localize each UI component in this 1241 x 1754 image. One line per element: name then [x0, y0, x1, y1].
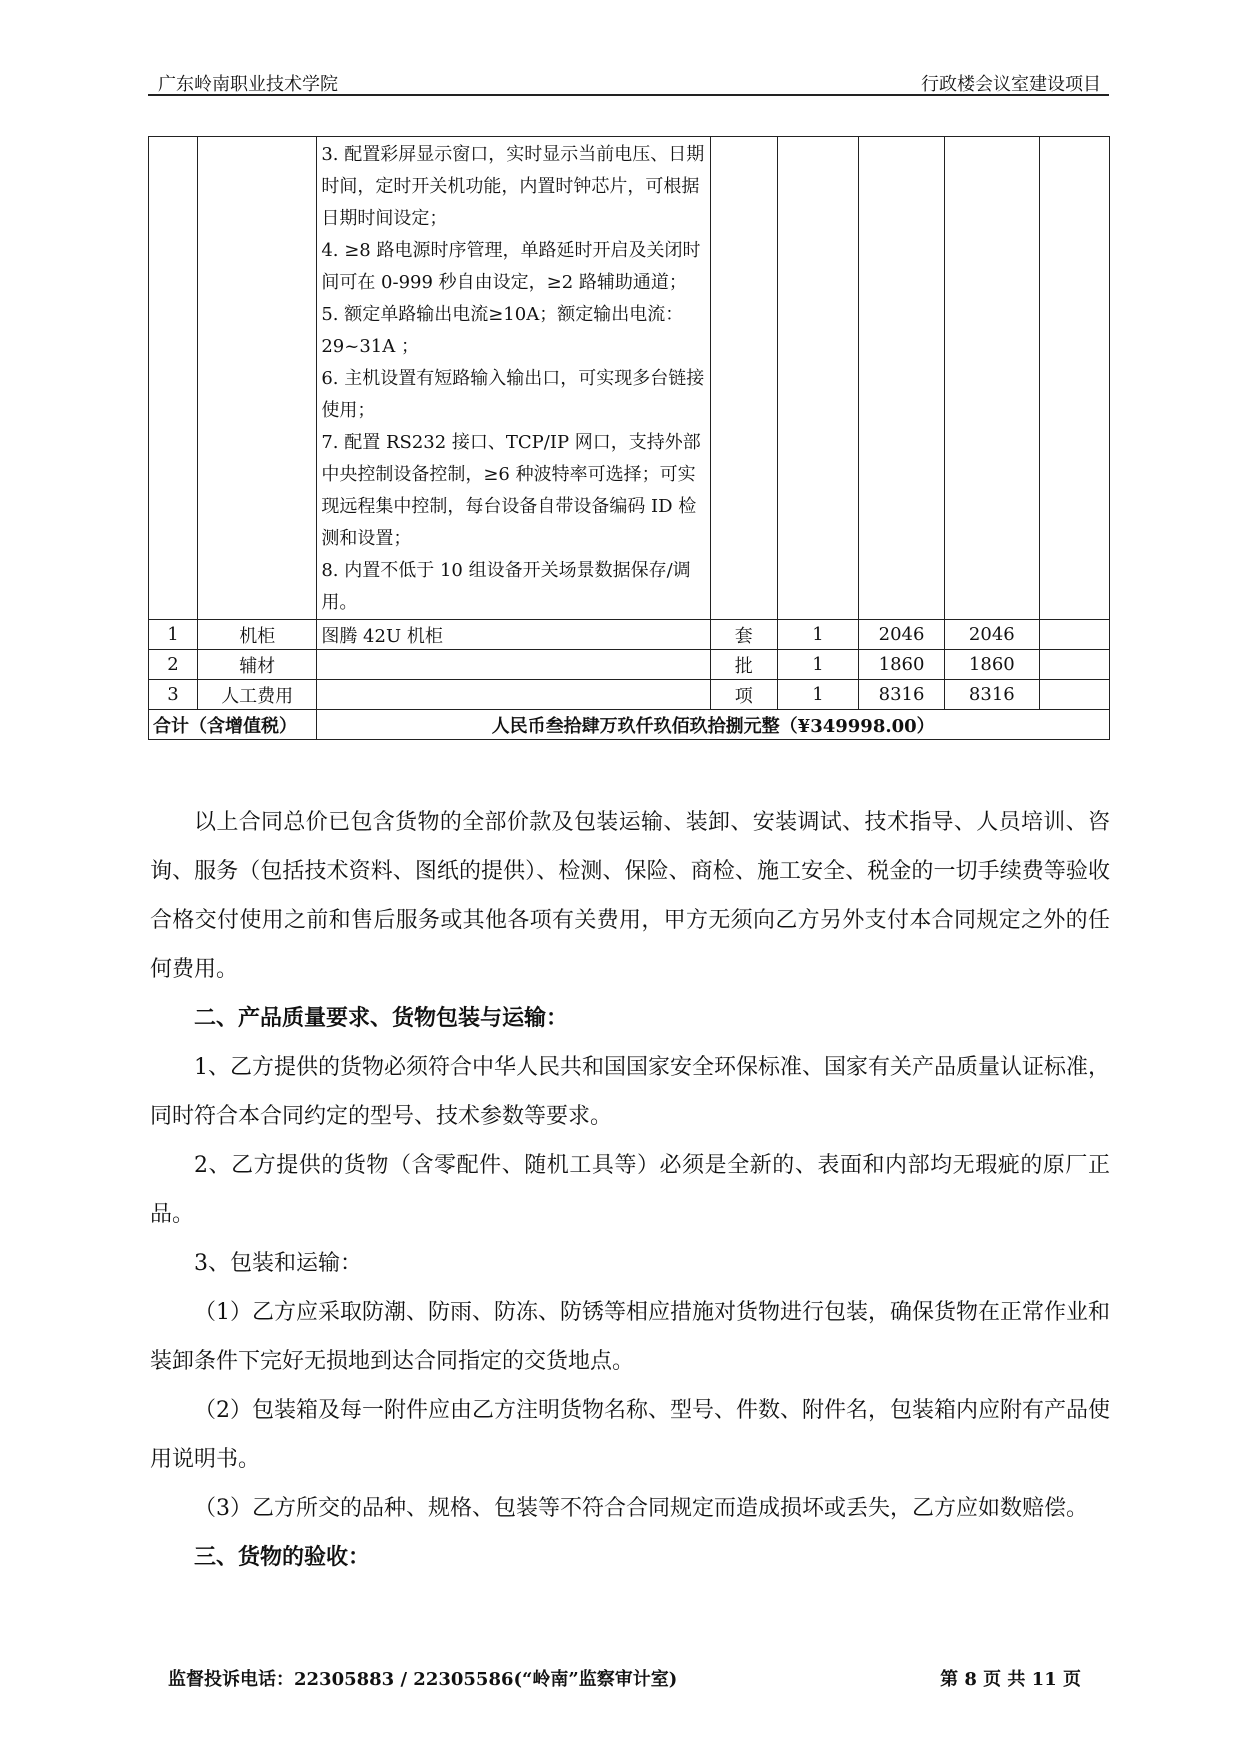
cell-spec [317, 680, 711, 710]
paragraph: （2）包装箱及每一附件应由乙方注明货物名称、型号、件数、附件名，包装箱内应附有产品使用说明书。 [150, 1398, 1111, 1472]
cell-note [1039, 620, 1109, 650]
table-row [149, 680, 1110, 710]
paragraph: 3、包装和运输： [194, 1251, 362, 1276]
cell-name: 机柜 [198, 620, 317, 650]
cell-qty: 1 [777, 650, 858, 680]
cell-note [1039, 680, 1109, 710]
cell-note [1039, 137, 1109, 620]
page-number: 第 8 页 共 11 页 [940, 1669, 1081, 1690]
cell-unit: 批 [710, 650, 777, 680]
cell-no: 3 [149, 680, 198, 710]
spec-line: 7. 配置 RS232 接口、TCP/IP 网口，支持外部中央控制设备控制，≥6 种波特率可选择；可实现远程集中控制，每台设备自带设备编码 ID 检测和设置； [321, 432, 701, 549]
cell-name: 辅材 [198, 650, 317, 680]
page-footer [168, 1665, 1081, 1691]
cell-total: 2046 [944, 620, 1039, 650]
cell-qty: 1 [777, 680, 858, 710]
page-header [148, 64, 1109, 94]
school-name: 广东岭南职业技术学院 [158, 74, 338, 95]
cell-unit: 项 [710, 680, 777, 710]
cell-qty [777, 137, 858, 620]
cell-unit [710, 137, 777, 620]
project-name: 行政楼会议室建设项目 [921, 74, 1101, 95]
cell-price: 1860 [859, 650, 945, 680]
cell-name [198, 137, 317, 620]
cell-note [1039, 650, 1109, 680]
table-row-total [149, 710, 1110, 740]
paragraph: 1、乙方提供的货物必须符合中华人民共和国国家安全环保标准、国家有关产品质量认证标准，同时符合本合同约定的型号、技术参数等要求。 [150, 1055, 1111, 1129]
cell-spec: 图腾 42U 机柜 [317, 620, 711, 650]
cell-total: 1860 [944, 650, 1039, 680]
spec-line: 5. 额定单路输出电流≥10A；额定输出电流：29~31A ； [321, 304, 684, 357]
cell-unit: 套 [710, 620, 777, 650]
price-table [148, 136, 1110, 740]
paragraph: （3）乙方所交的品种、规格、包装等不符合合同规定而造成损坏或丢失，乙方应如数赔偿。 [194, 1496, 1089, 1521]
total-label: 合计（含增值税） [149, 710, 317, 740]
paragraph: （1）乙方应采取防潮、防雨、防冻、防锈等相应措施对货物进行包装，确保货物在正常作业和装卸条件下完好无损地到达合同指定的交货地点。 [150, 1300, 1111, 1374]
spec-line: 4. ≥8 路电源时序管理，单路延时开启及关闭时间可在 0-999 秒自由设定，≥2 路辅助通道； [321, 240, 701, 293]
cell-price: 2046 [859, 620, 945, 650]
cell-spec [317, 650, 711, 680]
cell-qty: 1 [777, 620, 858, 650]
table-row [149, 620, 1110, 650]
table-row-spec [149, 137, 1110, 620]
cell-price [859, 137, 945, 620]
cell-price: 8316 [859, 680, 945, 710]
cell-total [944, 137, 1039, 620]
section-heading: 三、货物的验收： [194, 1544, 371, 1570]
contract-body [150, 798, 1110, 1582]
section-heading: 二、产品质量要求、货物包装与运输： [194, 1005, 569, 1031]
header-rule [148, 94, 1109, 96]
complaint-phone: 监督投诉电话：22305883 / 22305586(“岭南”监察审计室) [168, 1669, 678, 1690]
spec-line: 6. 主机设置有短路输入输出口，可实现多台链接使用； [321, 368, 705, 421]
cell-no [149, 137, 198, 620]
cell-no: 2 [149, 650, 198, 680]
cell-no: 1 [149, 620, 198, 650]
cell-name: 人工费用 [198, 680, 317, 710]
cell-spec [317, 137, 711, 620]
total-value: 人民币叁拾肆万玖仟玖佰玖拾捌元整（¥349998.00） [317, 710, 1110, 740]
spec-line: 8. 内置不低于 10 组设备开关场景数据保存/调用。 [321, 560, 691, 613]
spec-line: 3. 配置彩屏显示窗口，实时显示当前电压、日期时间，定时开关机功能，内置时钟芯片，可根据日期时间设定； [321, 144, 705, 229]
paragraph: 2、乙方提供的货物（含零配件、随机工具等）必须是全新的、表面和内部均无瑕疵的原厂正品。 [150, 1153, 1110, 1227]
cell-total: 8316 [944, 680, 1039, 710]
paragraph: 以上合同总价已包含货物的全部价款及包装运输、装卸、安装调试、技术指导、人员培训、咨询、服务（包括技术资料、图纸的提供）、检测、保险、商检、施工安全、税金的一切手续费等验收合格交付使用之前和售后服务或其他各项有关费用，甲方无须向乙方另外支付本合同规定之外的任何费用。 [150, 810, 1110, 982]
table-row [149, 650, 1110, 680]
